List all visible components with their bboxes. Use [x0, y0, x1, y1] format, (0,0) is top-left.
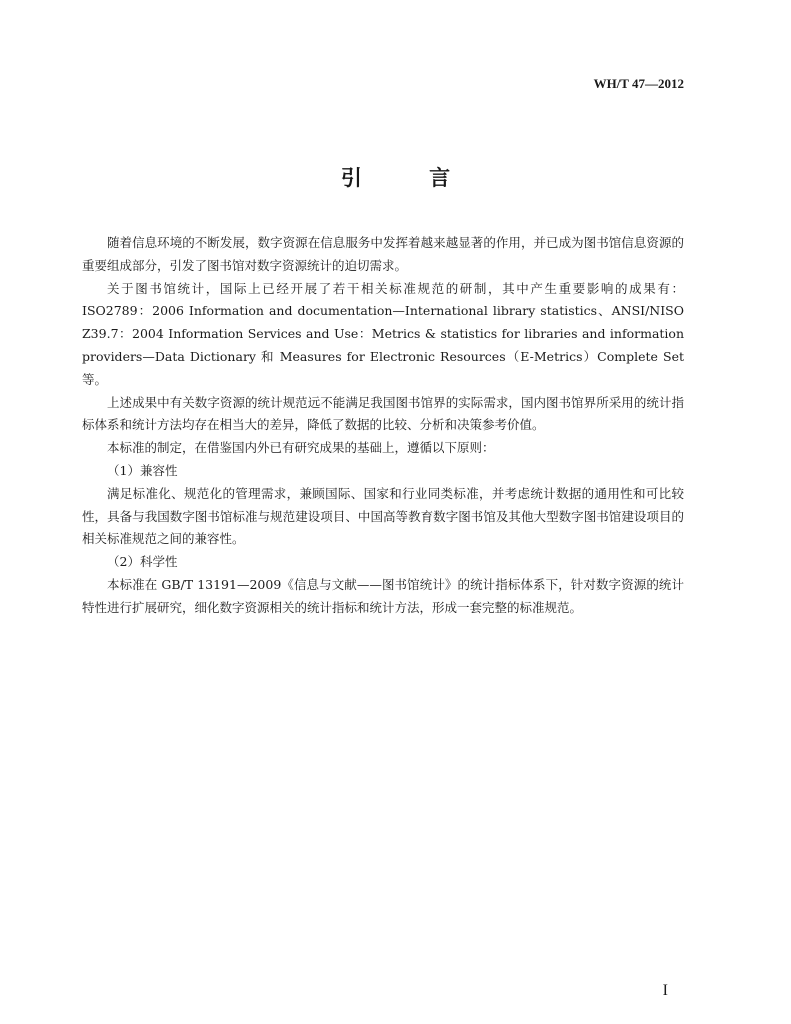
paragraph: 上述成果中有关数字资源的统计规范远不能满足我国图书馆界的实际需求，国内图书馆界所采用的统计指标体系和统计方法均存在相当大的差异，降低了数据的比较、分析和决策参考价值。 — [82, 394, 684, 433]
paragraph: 满足标准化、规范化的管理需求，兼顾国际、国家和行业同类标准，并考虑统计数据的通用性和可比较性，具备与我国数字图书馆标准与规范建设项目、中国高等教育数字图书馆及其他大型数字图书馆建设项目的相关标准规范之间的兼容性。 — [82, 485, 684, 547]
page-number: I — [662, 982, 668, 999]
paragraph: 本标准在 GB/T 13191—2009《信息与文献——图书馆统计》的统计指标体系下，针对数字资源的统计特性进行扩展研究，细化数字资源相关的统计指标和统计方法，形成一套完整的标准规范。 — [82, 576, 684, 615]
body-text — [82, 232, 684, 620]
paragraph: 关于图书馆统计，国际上已经开展了若干相关标准规范的研制，其中产生重要影响的成果有：ISO2789：2006 Information and documentation—International library statistics、ANSI/NISO Z39.7：2004 Information Services and Use：Metrics & statistics for libraries and information providers—Data Dictionary 和 Measures for Electronic Resources（E-Metrics）Complete Set 等。 — [82, 280, 684, 387]
standard-code: WH/T 47—2012 — [593, 76, 684, 91]
principle-heading-scientific: （2）科学性 — [107, 554, 178, 570]
principle-heading-compatibility: （1）兼容性 — [107, 462, 178, 478]
paragraph: 随着信息环境的不断发展，数字资源在信息服务中发挥着越来越显著的作用，并已成为图书馆信息资源的重要组成部分，引发了图书馆对数字资源统计的迫切需求。 — [82, 235, 684, 273]
section-title: 引 言 — [340, 166, 481, 190]
paragraph: 本标准的制定，在借鉴国内外已有研究成果的基础上，遵循以下原则： — [107, 440, 495, 456]
